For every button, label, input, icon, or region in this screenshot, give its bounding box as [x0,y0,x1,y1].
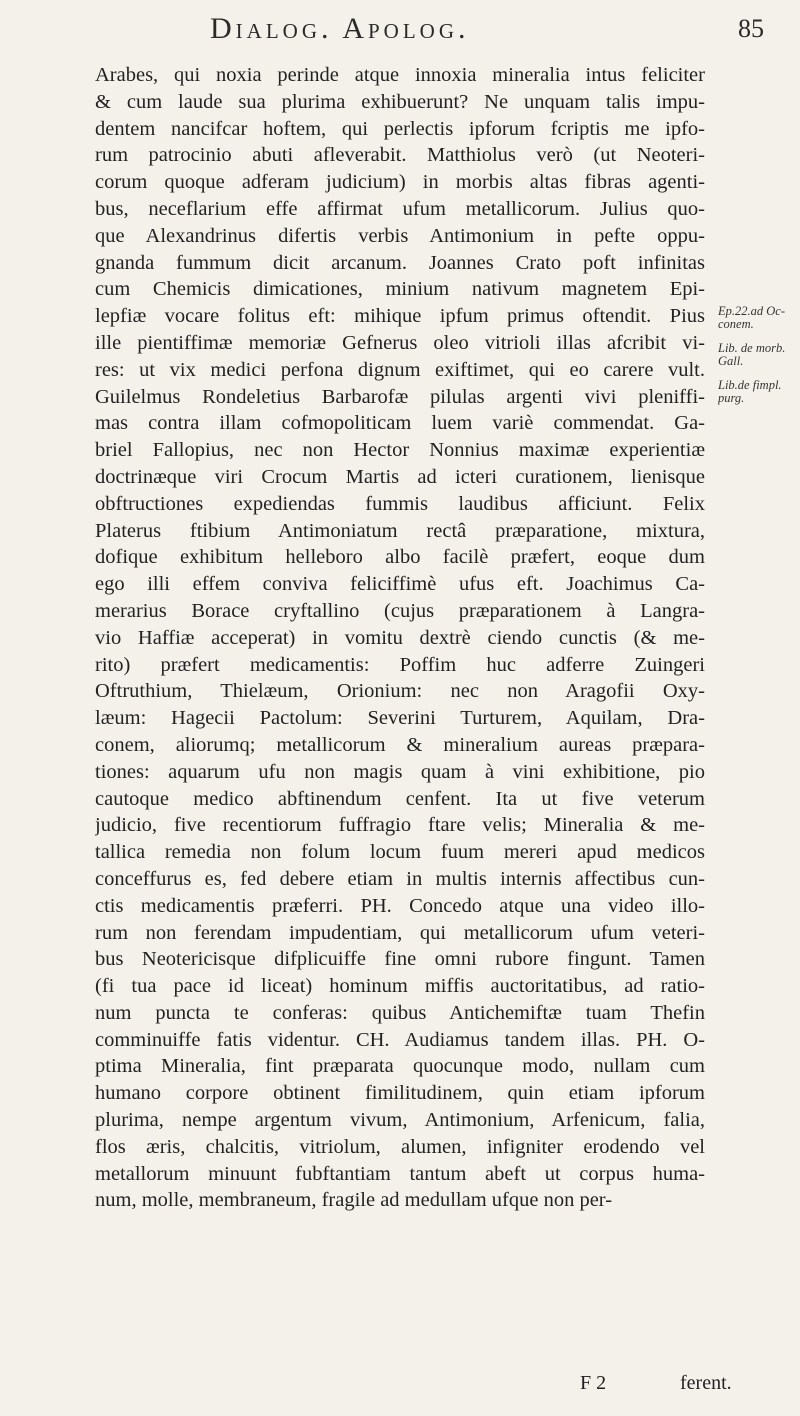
text-line: merarius Borace cryftallino (cujus præparationem à Langra- [95,599,705,622]
text-line: conem, aliorumq; metallicorum & mineralium aureas præpara- [95,733,705,756]
text-line: lepfiæ vocare folitus eft: mihique ipfum primus oftendit. Pius [95,305,705,328]
margin-note-line: conem. [718,318,754,332]
text-line: doctrinæque viri Crocum Martis ad icteri curationem, lienisque [95,465,705,488]
text-line: Platerus ftibium Antimoniatum rectâ præparatione, mixtura, [95,519,705,542]
margin-note-line: Lib.de fimpl. [718,378,782,392]
text-line: comminuiffe fatis videntur. CH. Audiamus tandem illas. PH. O- [95,1028,705,1051]
text-line: cum Chemicis dimicationes, minium nativum magnetem Epi- [95,278,705,301]
text-line: tallica remedia non folum locum fuum mereri apud medicos [95,841,705,864]
text-line: læum: Hagecii Pactolum: Severini Turturem, Aquilam, Dra- [95,707,705,730]
text-line: bus Neotericisque difplicuiffe fine omni rubore fingunt. Tamen [95,948,705,971]
text-line: flos æris, chalcitis, vitriolum, alumen, infigniter erodendo vel [95,1135,705,1158]
text-line: dofique exhibitum helleboro albo facilè præfert, eoque dum [95,546,705,569]
text-line: rito) præfert medicamentis: Poffim huc adferre Zuingeri [95,653,705,676]
text-line: obftructiones expediendas fummis laudibus afficiunt. Felix [95,492,705,515]
text-line: dentem nancifcar hoftem, qui perlectis ipforum fcriptis me ipfo- [95,117,705,140]
text-line: Guilelmus Rondeletius Barbarofæ pilulas argenti vivi pleniffi- [95,385,705,408]
text-line: Arabes, qui noxia perinde atque innoxia mineralia intus feliciter [95,64,705,86]
text-line: res: ut vix medici perfona dignum exiftimet, qui eo carere vult. [95,358,705,381]
text-line: humano corpore obtinent fimilitudinem, quin etiam ipforum [95,1082,705,1105]
text-line: corum quoque adferam judicium) in morbis altas fibras agenti- [95,171,705,194]
text-line: gnanda fummum dicit arcanum. Joannes Crato poft infinitas [95,251,705,274]
margin-notes [718,305,798,405]
margin-note-line: Gall. [718,355,744,369]
text-line: ctis medicamentis præferri. PH. Concedo atque una video illo- [95,894,705,917]
text-line: metallorum minuunt fubftantiam tantum abeft ut corpus huma- [95,1162,705,1185]
text-line: ille pientiffimæ memoriæ Gefnerus oleo vitrioli illas afcribit vi- [95,331,705,354]
text-line: conceffurus es, fed debere etiam in multis internis affectibus cun- [95,867,705,890]
margin-note-line: Ep.22.ad Oc- [718,305,785,318]
main-text-block [95,62,705,1214]
text-line: rum patrocinio abuti afleverabit. Matthiolus verò (ut Neoteri- [95,144,705,167]
text-line: mas contra illam cofmopoliticam luem variè commendat. Ga- [95,412,705,435]
text-line: ptima Mineralia, fint præparata quocunque modo, nullam cum [95,1055,705,1078]
text-line: briel Fallopius, nec non Hector Nonnius maximæ experientiæ [95,439,705,462]
text-line: rum non ferendam impudentiam, qui metallicorum ufum veteri- [95,921,705,944]
signature-mark: F 2 [580,1372,607,1394]
text-line: bus, neceflarium effe affirmat ufum metallicorum. Julius quo- [95,197,705,220]
running-head [0,0,800,60]
margin-note-line: purg. [718,392,745,406]
margin-note-line: Lib. de morb. [718,341,786,355]
running-title: Dialog. Apolog. [210,12,470,45]
page-number: 85 [738,14,764,43]
text-line: plurima, nempe argentum vivum, Antimonium, Arfenicum, falia, [95,1109,705,1132]
text-line: num, molle, membraneum, fragile ad medullam ufque non per- [95,1189,613,1212]
catchword: ferent. [680,1372,732,1394]
text-line: & cum laude sua plurima exhibuerunt? Ne unquam talis impu- [95,90,705,113]
text-line: vio Haffiæ acceperat) in vomitu dextrè ciendo cunctis (& me- [95,626,705,649]
text-line: num puncta te conferas: quibus Antichemiftæ tuam Thefin [95,1001,705,1024]
text-line: ego illi effem conviva feliciffimè ufus eft. Joachimus Ca- [95,573,705,596]
text-line: judicio, five recentiorum fuffragio ftare velis; Mineralia & me- [95,814,705,837]
text-line: tiones: aquarum ufu non magis quam à vini exhibitione, pio [95,760,705,783]
text-line: que Alexandrinus difertis verbis Antimonium in pefte oppu- [95,224,705,247]
text-line: (fi tua pace id liceat) hominum miffis auctoritatibus, ad ratio- [95,975,705,998]
text-line: cautoque medico abftinendum cenfent. Ita ut five veterum [95,787,705,810]
text-line: Oftruthium, Thielæum, Orionium: nec non Aragofii Oxy- [95,680,705,703]
